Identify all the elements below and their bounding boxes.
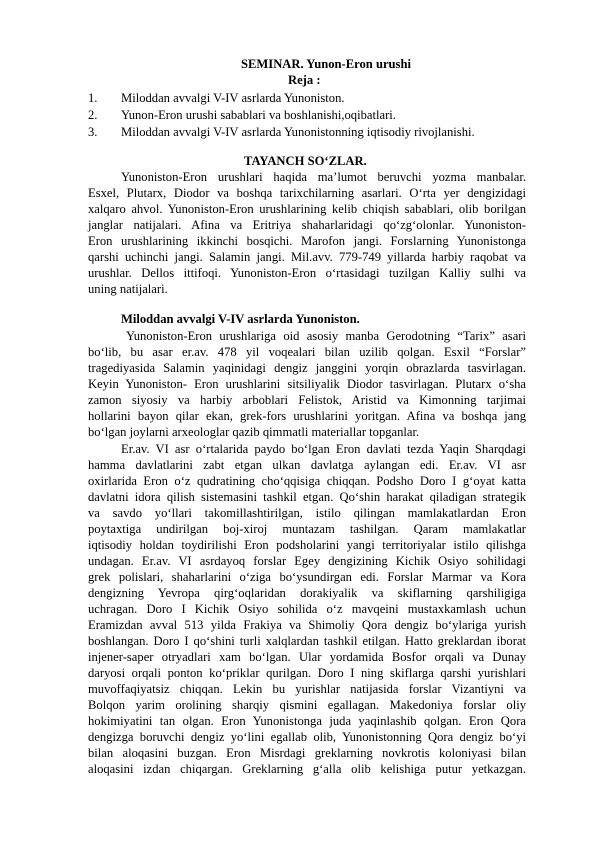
text-line: Esxel, Plutarx, Diodor va boshqa tarixchilarning asarlari. O‘rta yer dengizidagi (88, 186, 526, 200)
text-line: muvoffaqiyatsiz chiqqan. Lekin bu yurishlar natijasida forslar Vizantiyni va (88, 682, 526, 696)
text-line: janglar natijalari. Afina va Eritriya shaharlaridagi qo‘zg‘olonlar. Yunoniston- (88, 218, 526, 232)
plan-item-text: Miloddan avvalgi V-IV asrlarda Yunonistonning iqtisodiy rivojlanishi. (121, 125, 475, 139)
text-line: boshlangan. Doro I qo‘shini turli xalqlardan tashkil etilgan. Hatto greklardan iborat (88, 634, 526, 648)
text-line: iqtisodiy holdan toydirilishi Eron podsholarini yangi territoriyalar istilo qilishga (88, 538, 526, 552)
text-line: tragediyasida Salamin yaqinidagi dengiz janggini yorqin obrazlarda tasvirlagan. (88, 361, 526, 375)
text-line: bo‘lgan joylarni arxeologlar qazib qimmatli materiallar topganlar. (88, 425, 420, 439)
plan-item-text: Yunon-Eron urushi sabablari va boshlanishi,oqibatlari. (121, 108, 396, 122)
text-line: davlatni idora qilish sistemasini tashkil etgan. Qo‘shin harakat qiladigan strategik (88, 490, 526, 504)
text-line: Yunoniston-Eron urushlariga oid asosiy manba Gerodotning “Tarix” asari (126, 329, 526, 343)
text-line: oxirlarida Eron o‘z qudratining cho‘qqisiga chiqqan. Podsho Doro I g‘oyat katta (88, 474, 526, 488)
text-line: daryosi orqali ponton ko‘priklar qurilgan. Doro I ning skiflarga qarshi yurishlari (88, 666, 526, 680)
section-heading: Miloddan avvalgi V-IV asrlarda Yunoniston. (121, 312, 360, 326)
text-line: hamma davlatlarini zabt etgan ulkan davlatga aylangan edi. Er.av. VI asr (88, 458, 526, 472)
plan-label: Reja : (288, 73, 321, 87)
text-line: uchragan. Doro I Kichik Osiyo sohilida o‘z mavqeini mustaxkamlash uchun (88, 602, 526, 616)
text-line: aloqasini izdan chiqargan. Greklarning g‘alla olib kelishiga putur yetkazgan. (88, 762, 526, 776)
text-line: Keyin Yunoniston- Eron urushlarini sitsiliyalik Diodor tasvirlagan. Plutarx o‘sha (88, 377, 526, 391)
keywords-title: TAYANCH SO‘ZLAR. (244, 154, 367, 168)
text-line: hokimiyatini tan olgan. Eron Yunonistonga juda yaqinlashib qolgan. Eron Qora (88, 714, 526, 728)
text-line: dengizning Yevropa qirg‘oqlaridan dorakiyalik va skiflarning qarshiligiga (88, 586, 526, 600)
text-line: Eron urushlarining ikkinchi bosqichi. Marofon jangi. Forslarning Yunonistonga (88, 234, 526, 248)
text-line: undagan. Er.av. VI asrdayoq forslar Egey dengizining Kichik Osiyo sohilidagi (88, 554, 526, 568)
text-line: grek polislari, shaharlarini o‘ziga bo‘ysundirgan edi. Forslar Marmar va Kora (88, 570, 526, 584)
page-title: SEMINAR. Yunon-Eron urushi (241, 57, 411, 71)
plan-item-number: 3. (88, 125, 98, 139)
text-line: Eramizdan avval 513 yilda Frakiya va Shimoliy Qora dengiz bo‘ylariga yurish (88, 618, 526, 632)
text-line: qarshi uchinchi jangi. Salamin jangi. Mil.avv. 779-749 yillarda harbiy raqobat va (88, 250, 526, 264)
text-line: zamon siyosiy va harbiy arboblari Felistok, Aristid va Kimonning tarjimai (88, 393, 526, 407)
text-line: urushlar. Dellos ittifoqi. Yunoniston-Eron o‘rtasidagi tuzilgan Kalliy sulhi va (88, 266, 526, 280)
text-line: uning natijalari. (88, 282, 168, 296)
plan-item-number: 2. (88, 108, 98, 122)
text-line: poytaxtiga undirilgan boj-xiroj muntazam tashilgan. Qaram mamlakatlar (88, 522, 526, 536)
text-line: xalqaro ahvol. Yunoniston-Eron urushlarining kelib chiqish sabablari, olib borilgan (88, 202, 526, 216)
text-line: Yunoniston-Eron urushlari haqida ma’lumot beruvchi yozma manbalar. (121, 170, 526, 184)
text-line: va savdo yo‘llari takomillashtirilgan, istilo qilingan mamlakatlardan Eron (88, 506, 526, 520)
text-line: Bolqon yarim orolining sharqiy qismini egallagan. Makedoniya forslar oliy (88, 698, 526, 712)
plan-item-text: Miloddan avvalgi V-IV asrlarda Yunoniston. (121, 91, 345, 105)
text-line: hollarini bayon qilar ekan, grek-fors urushlarini yoritgan. Afina va boshqa jang (88, 409, 526, 423)
plan-item-number: 1. (88, 91, 98, 105)
text-line: bo‘lib, bu asar er.av. 478 yil voqealari bilan uzilib qolgan. Esxil “Forslar” (88, 345, 526, 359)
text-line: injener-saper otryadlari xam bo‘lgan. Ular yordamida Bosfor orqali va Dunay (88, 650, 526, 664)
text-line: bilan aloqasini buzgan. Eron Misrdagi greklarning novkrotis koloniyasi bilan (88, 746, 526, 760)
text-line: Er.av. VI asr o‘rtalarida paydo bo‘lgan Eron davlati tezda Yaqin Sharqdagi (121, 442, 526, 456)
text-line: dengizga boruvchi dengiz yo‘lini egallab olib, Yunonistonning Qora dengiz bo‘yi (88, 730, 526, 744)
